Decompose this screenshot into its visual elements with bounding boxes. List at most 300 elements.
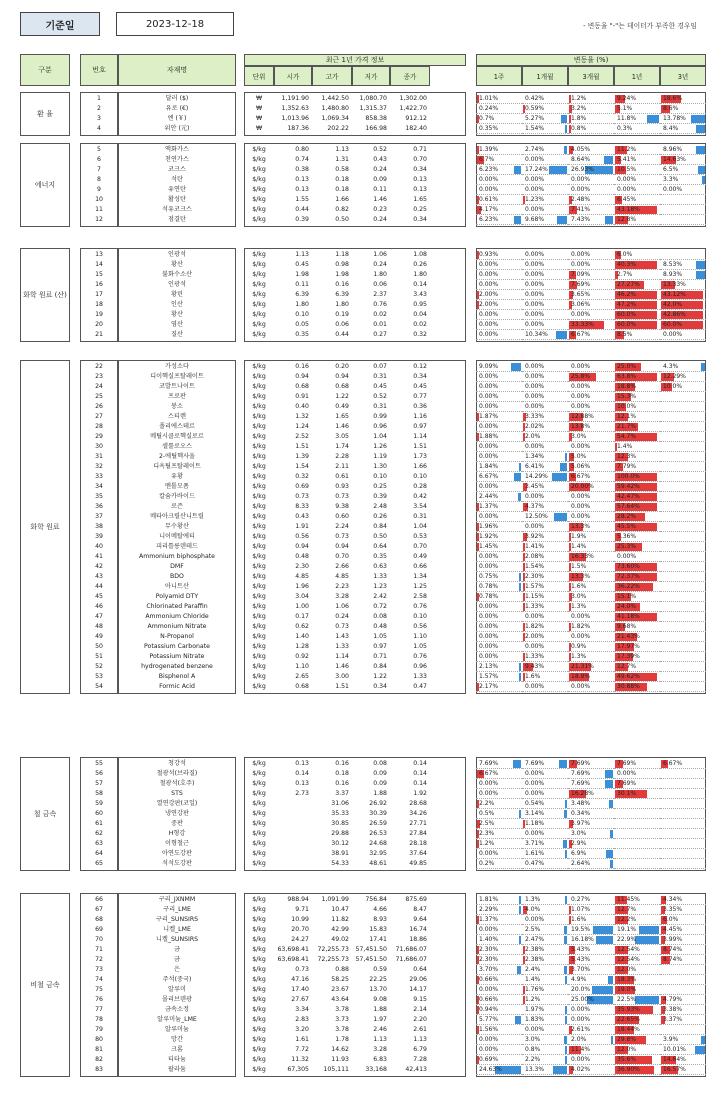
change-cell bbox=[522, 612, 568, 622]
row-number: 72 bbox=[95, 956, 103, 963]
table-row bbox=[18, 270, 711, 280]
change-value: 0.5% bbox=[479, 810, 495, 817]
open-price: 0.45 bbox=[295, 261, 309, 268]
change-cell bbox=[522, 330, 568, 340]
table-row bbox=[18, 155, 711, 165]
material-name: 니켈_LME bbox=[163, 926, 191, 933]
open-price: 6.39 bbox=[295, 291, 309, 298]
change-value: 21.31% bbox=[571, 663, 594, 670]
change-cell bbox=[522, 422, 568, 432]
material-name: 메타아크릴산니트릴 bbox=[150, 513, 204, 520]
change-value: 25.00% bbox=[571, 996, 594, 1003]
change-value: 6.67% bbox=[663, 760, 683, 767]
decrease-bar bbox=[564, 146, 567, 154]
change-cell bbox=[568, 789, 614, 799]
change-value: 6.67% bbox=[479, 473, 499, 480]
col-no: 번호 bbox=[80, 54, 118, 86]
change-value: 0.00% bbox=[479, 186, 499, 193]
low-price: 0.24 bbox=[373, 261, 387, 268]
change-value: 12.29% bbox=[663, 373, 686, 380]
low-price: 9.08 bbox=[373, 996, 387, 1003]
change-cell bbox=[476, 310, 522, 320]
decrease-bar bbox=[604, 156, 613, 164]
table-row bbox=[18, 382, 711, 392]
table-row bbox=[18, 124, 711, 134]
change-cell bbox=[660, 819, 706, 829]
change-cell bbox=[660, 662, 706, 672]
section-3 bbox=[18, 248, 711, 342]
change-value: 0.00% bbox=[479, 403, 499, 410]
change-value: 40.3% bbox=[617, 261, 637, 268]
change-value: 18.44% bbox=[617, 1026, 640, 1033]
change-value: 12.0% bbox=[617, 966, 637, 973]
high-price: 1.74 bbox=[335, 443, 349, 450]
open-price: 2.83 bbox=[295, 1016, 309, 1023]
change-cell bbox=[568, 382, 614, 392]
change-cell bbox=[568, 270, 614, 280]
row-number: 19 bbox=[95, 311, 103, 318]
change-value: 9.09% bbox=[479, 363, 499, 370]
row-number: 50 bbox=[95, 643, 103, 650]
change-value: 0.00% bbox=[525, 403, 545, 410]
change-cell bbox=[660, 682, 706, 692]
change-value: 9.68% bbox=[617, 623, 637, 630]
open-price: 1.13 bbox=[295, 251, 309, 258]
high-price: 2.11 bbox=[335, 463, 349, 470]
change-cell bbox=[568, 572, 614, 582]
material-name: 폴리에스테르 bbox=[159, 423, 195, 430]
change-value: 1.6% bbox=[571, 583, 587, 590]
low-price: 0.31 bbox=[373, 403, 387, 410]
material-name: 몰리브덴광 bbox=[162, 996, 192, 1003]
row-number: 24 bbox=[95, 383, 103, 390]
table-row bbox=[18, 432, 711, 442]
row-number: 3 bbox=[97, 115, 101, 122]
change-value: 0.35% bbox=[479, 125, 499, 132]
change-value: 1.39% bbox=[479, 146, 499, 153]
change-value: 26.93% bbox=[571, 166, 594, 173]
low-price: 0.52 bbox=[373, 146, 387, 153]
change-cell bbox=[568, 799, 614, 809]
row-number: 16 bbox=[95, 281, 103, 288]
table-row bbox=[18, 915, 711, 925]
change-cell bbox=[660, 859, 706, 869]
change-value: 1.61% bbox=[525, 850, 545, 857]
change-cell bbox=[568, 422, 614, 432]
change-cell bbox=[476, 995, 522, 1005]
change-value: 0.00% bbox=[525, 613, 545, 620]
high-price: 0.49 bbox=[335, 403, 349, 410]
open-price: 1,352.63 bbox=[281, 105, 309, 112]
col-y3: 3년 bbox=[660, 66, 706, 86]
change-value: 12.88% bbox=[571, 413, 594, 420]
open-price bbox=[274, 819, 312, 829]
change-value: 45.5% bbox=[617, 523, 637, 530]
change-cell bbox=[614, 955, 660, 965]
change-cell bbox=[568, 1055, 614, 1065]
change-cell bbox=[568, 955, 614, 965]
change-cell bbox=[660, 622, 706, 632]
open-price: 8.33 bbox=[295, 503, 309, 510]
change-value: 1.54% bbox=[525, 125, 545, 132]
table-row bbox=[18, 1045, 711, 1055]
change-value: 17.24% bbox=[525, 166, 548, 173]
table-row bbox=[18, 502, 711, 512]
change-cell bbox=[568, 682, 614, 692]
change-cell bbox=[660, 502, 706, 512]
open-price: 0.43 bbox=[295, 513, 309, 520]
close-price: 0.10 bbox=[413, 473, 427, 480]
change-value: 7.69% bbox=[525, 760, 545, 767]
change-cell bbox=[522, 124, 568, 134]
change-value: 3.0% bbox=[525, 1036, 541, 1043]
high-price: 1,069.34 bbox=[321, 115, 349, 122]
change-value: 1.01% bbox=[479, 95, 499, 102]
change-value: 30.88% bbox=[617, 683, 640, 690]
material-name: 셀룰로오스 bbox=[162, 443, 192, 450]
table-row bbox=[18, 362, 711, 372]
change-cell bbox=[476, 955, 522, 965]
low-price: 0.43 bbox=[373, 156, 387, 163]
col-m1: 1개월 bbox=[522, 66, 568, 86]
change-cell bbox=[522, 829, 568, 839]
unit: $/kg bbox=[252, 196, 266, 203]
change-cell bbox=[476, 462, 522, 472]
change-cell bbox=[522, 205, 568, 215]
change-cell bbox=[522, 362, 568, 372]
change-cell bbox=[476, 985, 522, 995]
close-price: 0.14 bbox=[413, 760, 427, 767]
change-value: 0.9% bbox=[571, 643, 587, 650]
close-price: 42,413 bbox=[405, 1066, 427, 1073]
change-value: 0.00% bbox=[525, 916, 545, 923]
table-row bbox=[18, 492, 711, 502]
unit: $/kg bbox=[252, 613, 266, 620]
change-value: 47.2% bbox=[617, 301, 637, 308]
unit: $/kg bbox=[252, 1006, 266, 1013]
material-name: 무수황산 bbox=[165, 523, 189, 530]
change-value: 0.00% bbox=[571, 1006, 591, 1013]
change-value: 3.2% bbox=[571, 105, 587, 112]
open-price: 20.70 bbox=[291, 926, 309, 933]
change-value: 1.92% bbox=[479, 533, 499, 540]
high-price: 1.78 bbox=[335, 1036, 349, 1043]
change-value: 0.00% bbox=[525, 206, 545, 213]
change-cell bbox=[614, 512, 660, 522]
change-cell bbox=[476, 759, 522, 769]
close-price: 1,302.00 bbox=[399, 95, 427, 102]
change-value: 0.00% bbox=[479, 633, 499, 640]
material-name: 청강석 bbox=[168, 760, 186, 767]
close-price: 0.26 bbox=[413, 261, 427, 268]
change-value: 10.5% bbox=[617, 166, 637, 173]
decrease-bar bbox=[519, 673, 521, 681]
open-price: 1,013.96 bbox=[281, 115, 309, 122]
open-price: 0.80 bbox=[295, 146, 309, 153]
change-cell bbox=[614, 759, 660, 769]
unit: $/kg bbox=[252, 986, 266, 993]
change-value: 1.4% bbox=[525, 976, 541, 983]
open-price: 0.40 bbox=[295, 403, 309, 410]
change-cell bbox=[522, 859, 568, 869]
change-cell bbox=[568, 185, 614, 195]
change-cell bbox=[614, 462, 660, 472]
table-row bbox=[18, 472, 711, 482]
material-name: 황린 bbox=[171, 291, 183, 298]
col-low: 저가 bbox=[352, 66, 390, 86]
change-cell bbox=[476, 512, 522, 522]
decrease-bar bbox=[519, 810, 521, 818]
material-name: 위안 (元) bbox=[164, 125, 190, 132]
row-number: 42 bbox=[95, 563, 103, 570]
close-price: 1.73 bbox=[413, 453, 427, 460]
material-name: 질산 bbox=[171, 331, 183, 338]
unit: $/kg bbox=[252, 311, 266, 318]
change-value: 1.07% bbox=[571, 906, 591, 913]
decrease-bar bbox=[565, 850, 567, 858]
row-number: 37 bbox=[95, 513, 103, 520]
change-cell bbox=[568, 104, 614, 114]
unit: $/kg bbox=[252, 623, 266, 630]
change-cell bbox=[614, 1065, 660, 1075]
row-number: 61 bbox=[95, 820, 103, 827]
change-value: 16.18% bbox=[571, 936, 594, 943]
change-cell bbox=[614, 442, 660, 452]
change-value: 3.0% bbox=[571, 593, 587, 600]
change-cell bbox=[522, 104, 568, 114]
section-label: 화학 원료 (산) bbox=[23, 291, 67, 299]
material-name: 금속소정 bbox=[165, 1006, 189, 1013]
change-value: 10.01% bbox=[663, 1046, 686, 1053]
close-price: 0.77 bbox=[413, 393, 427, 400]
change-cell bbox=[660, 769, 706, 779]
change-value: 4.79% bbox=[663, 996, 683, 1003]
table-row bbox=[18, 300, 711, 310]
change-cell bbox=[568, 905, 614, 915]
change-cell bbox=[614, 114, 660, 124]
change-cell bbox=[476, 492, 522, 502]
material-name: Polyamid DTY bbox=[155, 593, 199, 600]
change-value: 42.47% bbox=[617, 493, 640, 500]
change-cell bbox=[522, 175, 568, 185]
change-value: 6.41% bbox=[525, 463, 545, 470]
change-value: 18.9% bbox=[571, 673, 591, 680]
open-price: 0.44 bbox=[295, 206, 309, 213]
change-cell bbox=[522, 532, 568, 542]
row-number: 60 bbox=[95, 810, 103, 817]
change-value: 20.00% bbox=[571, 483, 594, 490]
change-cell bbox=[660, 155, 706, 165]
table-row bbox=[18, 185, 711, 195]
unit: $/kg bbox=[252, 860, 266, 867]
row-number: 13 bbox=[95, 251, 103, 258]
change-cell bbox=[614, 145, 660, 155]
material-name: 디이헥실프탈레이트 bbox=[150, 373, 204, 380]
change-cell bbox=[568, 859, 614, 869]
change-cell bbox=[476, 975, 522, 985]
change-value: 4.05% bbox=[571, 146, 591, 153]
close-price: 18.86 bbox=[409, 936, 427, 943]
col-unit: 단위 bbox=[244, 66, 274, 86]
change-cell bbox=[614, 1025, 660, 1035]
unit: $/kg bbox=[252, 463, 266, 470]
change-cell bbox=[614, 859, 660, 869]
change-value: 9.68% bbox=[525, 216, 545, 223]
change-cell bbox=[660, 849, 706, 859]
high-price: 72,255.73 bbox=[317, 946, 349, 953]
change-cell bbox=[568, 442, 614, 452]
change-cell bbox=[522, 482, 568, 492]
material-name: 아니트산 bbox=[165, 583, 189, 590]
change-value: 12.3% bbox=[617, 453, 637, 460]
change-cell bbox=[476, 829, 522, 839]
high-price: 1.22 bbox=[335, 393, 349, 400]
row-number: 34 bbox=[95, 483, 103, 490]
change-value: 0.00% bbox=[525, 1026, 545, 1033]
open-price: 1.10 bbox=[295, 663, 309, 670]
change-value: 1.6% bbox=[571, 916, 587, 923]
decrease-bar bbox=[605, 770, 613, 778]
change-value: 35.6% bbox=[617, 1056, 637, 1063]
change-value: 22.9% bbox=[617, 936, 637, 943]
row-number: 62 bbox=[95, 830, 103, 837]
material-name: 석석도강판 bbox=[162, 860, 192, 867]
change-value: 1.15% bbox=[525, 593, 545, 600]
row-number: 65 bbox=[95, 860, 103, 867]
change-cell bbox=[522, 1065, 568, 1075]
change-value: 10.0% bbox=[663, 383, 683, 390]
change-cell bbox=[522, 145, 568, 155]
change-cell bbox=[614, 945, 660, 955]
change-value: 0.24% bbox=[479, 105, 499, 112]
change-cell bbox=[614, 392, 660, 402]
change-cell bbox=[568, 1005, 614, 1015]
table-row bbox=[18, 1025, 711, 1035]
change-cell bbox=[476, 642, 522, 652]
open-price: 0.73 bbox=[295, 493, 309, 500]
unit: $/kg bbox=[252, 261, 266, 268]
change-value: 0.00% bbox=[479, 281, 499, 288]
section-label: 환 율 bbox=[37, 110, 53, 118]
change-cell bbox=[614, 330, 660, 340]
change-value: 2.74% bbox=[525, 146, 545, 153]
low-price: 0.35 bbox=[373, 553, 387, 560]
change-value: 2.30% bbox=[479, 946, 499, 953]
low-price: 1.30 bbox=[373, 463, 387, 470]
open-price: 1.28 bbox=[295, 643, 309, 650]
close-price: 0.14 bbox=[413, 770, 427, 777]
change-cell bbox=[614, 642, 660, 652]
change-value: 2.64% bbox=[571, 860, 591, 867]
row-number: 53 bbox=[95, 673, 103, 680]
change-cell bbox=[614, 769, 660, 779]
change-cell bbox=[568, 945, 614, 955]
change-value: 2.13% bbox=[479, 663, 499, 670]
change-value: 0.00% bbox=[571, 383, 591, 390]
change-cell bbox=[568, 290, 614, 300]
change-value: 7.41% bbox=[571, 206, 591, 213]
change-value: 0.00% bbox=[479, 623, 499, 630]
close-price: 7.28 bbox=[413, 1056, 427, 1063]
change-cell bbox=[522, 1055, 568, 1065]
open-price: 2.65 bbox=[295, 673, 309, 680]
change-cell bbox=[614, 502, 660, 512]
change-value: 0.00% bbox=[479, 986, 499, 993]
change-value: 0.00% bbox=[571, 251, 591, 258]
low-price: 0.11 bbox=[373, 186, 387, 193]
change-value: 1.57% bbox=[525, 583, 545, 590]
decrease-bar bbox=[608, 976, 613, 984]
low-price: 1.80 bbox=[373, 271, 387, 278]
change-value: 0.3% bbox=[617, 125, 633, 132]
low-price: 0.09 bbox=[373, 770, 387, 777]
change-cell bbox=[568, 205, 614, 215]
close-price: 2.20 bbox=[413, 1016, 427, 1023]
change-cell bbox=[568, 849, 614, 859]
change-cell bbox=[660, 412, 706, 422]
table-row bbox=[18, 809, 711, 819]
change-value: 0.00% bbox=[571, 393, 591, 400]
row-number: 6 bbox=[97, 156, 101, 163]
open-price: 3.34 bbox=[295, 1006, 309, 1013]
row-number: 74 bbox=[95, 976, 103, 983]
change-cell bbox=[476, 402, 522, 412]
close-price: 71,686.07 bbox=[395, 946, 427, 953]
close-price: 1.65 bbox=[413, 196, 427, 203]
change-value: 0.00% bbox=[525, 780, 545, 787]
change-cell bbox=[476, 819, 522, 829]
change-cell bbox=[568, 372, 614, 382]
change-cell bbox=[522, 799, 568, 809]
material-name: 티타늄 bbox=[168, 1056, 186, 1063]
unit: $/kg bbox=[252, 830, 266, 837]
low-price: 0.71 bbox=[373, 653, 387, 660]
high-price: 1.18 bbox=[335, 251, 349, 258]
change-cell bbox=[568, 392, 614, 402]
unit: $/kg bbox=[252, 603, 266, 610]
change-cell bbox=[476, 935, 522, 945]
open-price bbox=[274, 849, 312, 859]
table-row bbox=[18, 652, 711, 662]
change-cell bbox=[660, 372, 706, 382]
unit: $/kg bbox=[252, 663, 266, 670]
open-price: 0.48 bbox=[295, 553, 309, 560]
change-value: 2.02% bbox=[525, 423, 545, 430]
change-value: 0.66% bbox=[479, 976, 499, 983]
decrease-bar bbox=[564, 966, 567, 974]
close-price: 49.85 bbox=[409, 860, 427, 867]
change-value: 0.7% bbox=[479, 115, 495, 122]
open-price: 11.32 bbox=[291, 1056, 309, 1063]
change-cell bbox=[568, 1025, 614, 1035]
table-row bbox=[18, 412, 711, 422]
material-name: N-Propanol bbox=[160, 633, 194, 640]
change-cell bbox=[614, 402, 660, 412]
change-value: 8.6% bbox=[663, 105, 679, 112]
close-price: 0.13 bbox=[413, 186, 427, 193]
change-cell bbox=[476, 502, 522, 512]
high-price: 0.68 bbox=[335, 383, 349, 390]
change-cell bbox=[522, 522, 568, 532]
decrease-bar bbox=[609, 800, 613, 808]
close-price: 0.14 bbox=[413, 281, 427, 288]
change-value: 2.44% bbox=[479, 493, 499, 500]
change-value: 12.7% bbox=[617, 663, 637, 670]
change-cell bbox=[614, 205, 660, 215]
change-value: 0.00% bbox=[479, 603, 499, 610]
change-cell bbox=[476, 632, 522, 642]
close-price: 6.79 bbox=[413, 1046, 427, 1053]
